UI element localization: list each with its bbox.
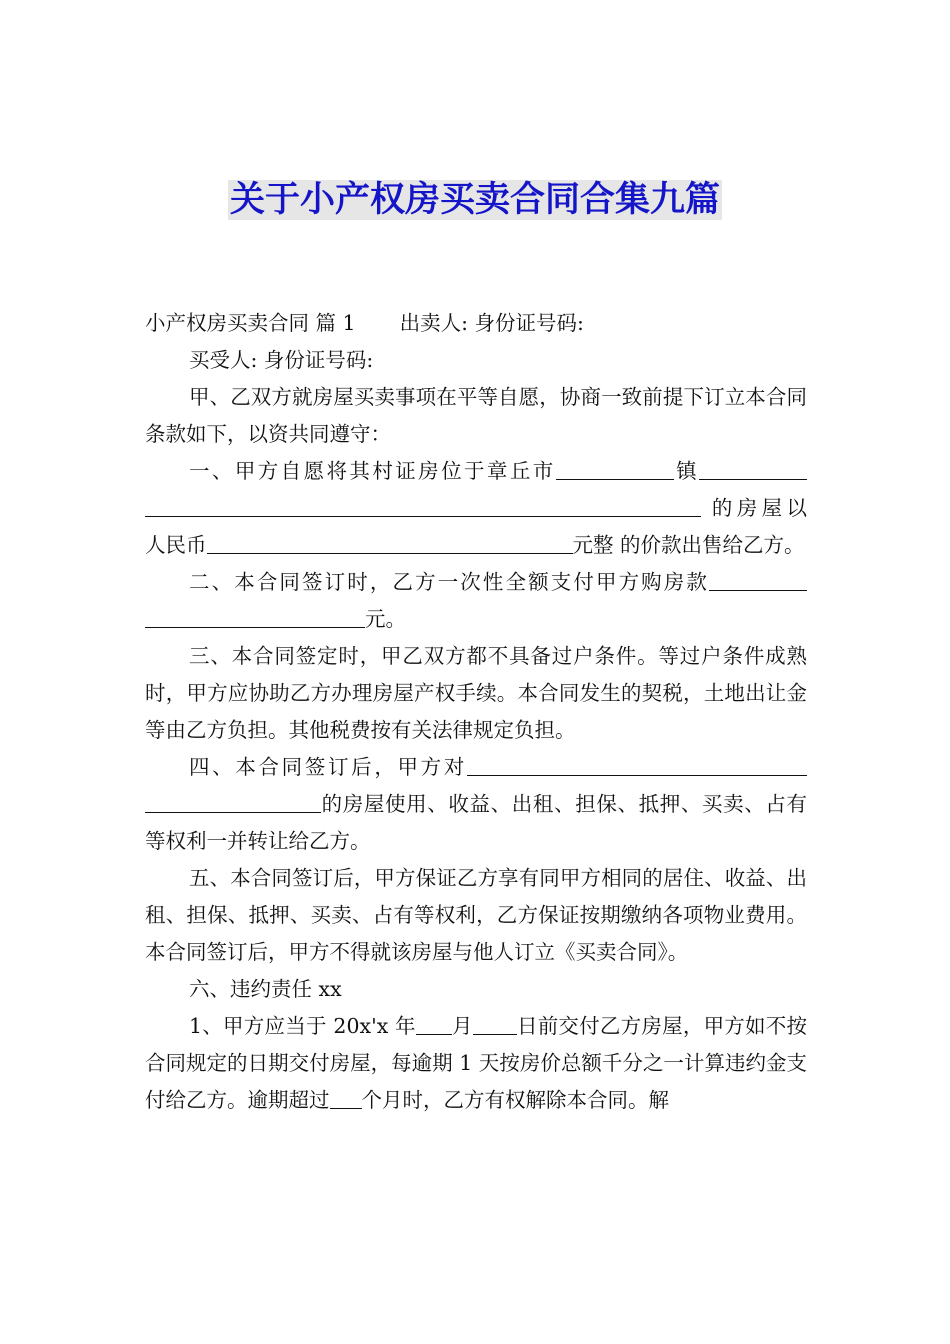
contract-heading-line [145,305,807,342]
buyer-line: 买受人: 身份证号码: [189,348,374,372]
blank-town-field [556,457,674,480]
blank-property-field-1 [467,753,807,776]
document-body [145,305,807,1119]
clause-6-item-1: 1、甲方应当于 20x'x 年 月 日前交付乙方房屋，甲方如不按合同规定的日期交付房屋，每逾期 1 天按房价总额千分之一计算违约金支付给乙方。逾期超过 个月时，乙方有权解除本合同。解 [145,1014,808,1112]
intro-paragraph: 甲、乙双方就房屋买卖事项在平等自愿，协商一致前提下订立本合同条款如下，以资共同遵守： [145,385,807,446]
blank-months-overdue-field [330,1086,362,1109]
document-title-text: 关于小产权房买卖合同合集九篇 [229,180,720,220]
clause-1: 一、甲方自愿将其村证房位于章丘市 镇 的房屋以人民币 元整 的价款出售给乙方。 [145,459,807,557]
blank-day-field [473,1012,517,1035]
clause-6-heading: 六、违约责任 xx [189,977,342,1001]
clause-3: 三、本合同签定时，甲乙双方都不具备过户条件。等过户条件成熟时，甲方应协助乙方办理房屋产权手续。本合同发生的契税，土地出让金等由乙方负担。其他税费按有关法律规定负担。 [145,644,807,742]
blank-payment-field-2 [145,605,365,628]
seller-label: 出卖人: 身份证号码: [399,311,584,335]
blank-property-field-2 [145,790,321,813]
blank-price-field [207,531,573,554]
section-heading: 小产权房买卖合同 篇 1 [145,311,356,335]
blank-month-field [416,1012,452,1035]
blank-location-field-1 [699,457,807,480]
clause-2: 二、本合同签订时，乙方一次性全额支付甲方购房款元。 [145,564,807,638]
document-title [0,178,950,222]
blank-location-field-2 [145,494,701,517]
clause-5: 五、本合同签订后，甲方保证乙方享有同甲方相同的居住、收益、出租、担保、抵押、买卖、占有等权利，乙方保证按期缴纳各项物业费用。本合同签订后，甲方不得就该房屋与他人订立《买卖合同》。 [145,866,807,964]
blank-payment-field-1 [709,568,807,591]
clause-4: 四、本合同签订后，甲方对的房屋使用、收益、出租、担保、抵押、买卖、占有等权利一并转让给乙方。 [145,755,807,853]
